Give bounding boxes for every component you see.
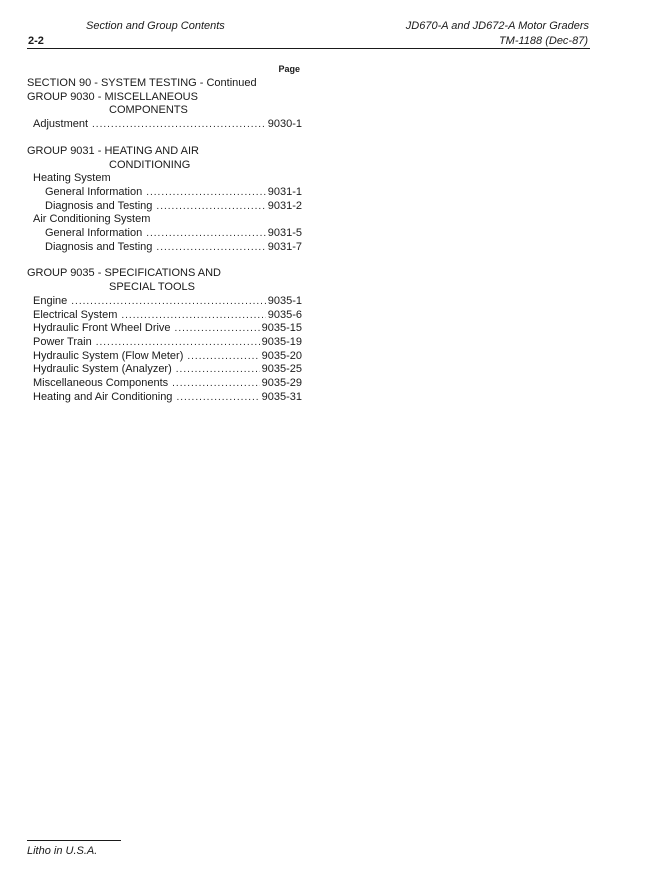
group-heading: GROUP 9031 - HEATING AND AIR xyxy=(27,144,199,157)
entry-page: 9031-2 xyxy=(267,199,302,212)
entry-title: General Information xyxy=(45,185,143,198)
group-9035 xyxy=(27,267,302,404)
entry-title: Engine xyxy=(33,294,68,307)
section-title: Section and Group Contents xyxy=(86,20,225,32)
dot-leader xyxy=(172,377,259,391)
dot-leader xyxy=(187,350,259,364)
entry-title: General Information xyxy=(45,227,143,240)
manual-title: JD670-A and JD672-A Motor Graders xyxy=(405,20,589,32)
entry-page: 9031-7 xyxy=(267,240,302,253)
table-of-contents xyxy=(27,62,302,404)
dot-leader xyxy=(71,295,265,309)
toc-entry[interactable] xyxy=(27,377,302,391)
entry-page: 9035-19 xyxy=(261,335,302,348)
dot-leader xyxy=(121,309,265,323)
toc-entry[interactable] xyxy=(27,118,302,132)
entry-page: 9035-25 xyxy=(261,363,302,376)
toc-entry[interactable] xyxy=(27,336,302,350)
footer-rule xyxy=(27,840,121,841)
entry-title: Diagnosis and Testing xyxy=(45,240,153,253)
entry-title: Diagnosis and Testing xyxy=(45,199,153,212)
toc-entry[interactable] xyxy=(27,200,302,214)
subsection-heading: Air Conditioning System xyxy=(33,213,151,226)
entry-title: Hydraulic System (Analyzer) xyxy=(33,363,172,376)
tm-number: TM-1188 (Dec-87) xyxy=(498,35,588,47)
dot-leader xyxy=(176,391,259,405)
entry-title: Miscellaneous Components xyxy=(33,377,169,390)
toc-entry[interactable] xyxy=(27,241,302,255)
dot-leader xyxy=(92,118,266,132)
subsection-heading: Heating System xyxy=(33,172,111,185)
group-heading: GROUP 9030 - MISCELLANEOUS xyxy=(27,90,198,103)
entry-title: Electrical System xyxy=(33,308,118,321)
dot-leader xyxy=(96,336,260,350)
group-heading: GROUP 9035 - SPECIFICATIONS AND xyxy=(27,267,221,280)
toc-entry[interactable] xyxy=(27,186,302,200)
group-heading-continued: SPECIAL TOOLS xyxy=(109,281,196,294)
entry-page: 9035-31 xyxy=(261,390,302,403)
entry-page: 9031-5 xyxy=(267,227,302,240)
dot-leader xyxy=(156,200,265,214)
group-9031 xyxy=(27,145,302,255)
header-rule xyxy=(27,48,590,49)
entry-page: 9035-1 xyxy=(267,294,302,307)
entry-title: Power Train xyxy=(33,335,92,348)
section-heading: SECTION 90 - SYSTEM TESTING - Continued xyxy=(27,77,257,89)
dot-leader xyxy=(146,227,266,241)
entry-page: 9030-1 xyxy=(267,118,302,131)
group-heading-continued: COMPONENTS xyxy=(109,104,188,117)
page-column-label: Page xyxy=(278,64,300,74)
dot-leader xyxy=(156,241,265,255)
entry-page: 9035-6 xyxy=(267,308,302,321)
group-9030 xyxy=(27,91,302,132)
toc-entry[interactable] xyxy=(27,350,302,364)
group-heading-continued: CONDITIONING xyxy=(109,158,191,171)
entry-title: Heating and Air Conditioning xyxy=(33,390,173,403)
entry-title: Adjustment xyxy=(33,118,89,131)
toc-entry[interactable] xyxy=(27,309,302,323)
entry-page: 9035-29 xyxy=(261,377,302,390)
entry-title: Hydraulic Front Wheel Drive xyxy=(33,322,171,335)
dot-leader xyxy=(175,322,260,336)
toc-entry[interactable] xyxy=(27,363,302,377)
toc-entry[interactable] xyxy=(27,322,302,336)
entry-page: 9035-15 xyxy=(261,322,302,335)
toc-entry[interactable] xyxy=(27,295,302,309)
toc-entry[interactable] xyxy=(27,391,302,405)
page-number: 2-2 xyxy=(28,35,44,47)
entry-title: Hydraulic System (Flow Meter) xyxy=(33,349,184,362)
entry-page: 9035-20 xyxy=(261,349,302,362)
printer-note: Litho in U.S.A. xyxy=(27,845,98,857)
dot-leader xyxy=(176,363,260,377)
entry-page: 9031-1 xyxy=(267,185,302,198)
toc-entry[interactable] xyxy=(27,227,302,241)
dot-leader xyxy=(146,186,266,200)
